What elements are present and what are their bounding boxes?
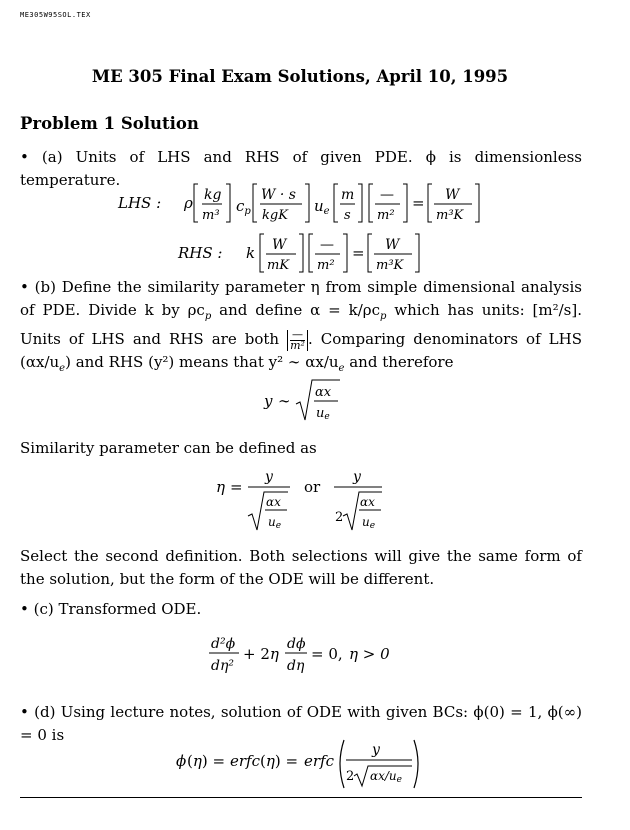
rhs-label: RHS : <box>178 244 223 262</box>
svg-text:m: m <box>341 187 355 203</box>
rhs-equation <box>170 230 440 278</box>
svg-text:ue: $u_e$ <box>314 197 330 217</box>
svg-text:erfc: erfc <box>230 752 260 770</box>
svg-text:ue: ue <box>362 515 376 531</box>
svg-text:m³: m³ <box>202 208 220 223</box>
svg-text:k: k <box>246 244 256 262</box>
svg-text:+ 2η: + 2η <box>243 645 279 663</box>
svg-text:m³K: m³K <box>376 258 404 273</box>
svg-text:m³K: m³K <box>436 208 464 223</box>
svg-text:=: = <box>230 478 243 496</box>
svg-text:dη²: dη² <box>211 658 234 674</box>
eta-definition-equation <box>210 466 410 536</box>
or-text: or <box>304 478 321 496</box>
svg-text:(η) =: (η) = <box>187 752 226 770</box>
svg-text:ρ: ρ <box>184 194 193 212</box>
svg-text:ue: ue <box>316 406 330 422</box>
svg-text:kg: kg <box>204 187 222 203</box>
svg-text:d²ϕ: d²ϕ <box>211 636 236 652</box>
svg-text:W: W <box>385 237 400 253</box>
page-title: ME 305 Final Exam Solutions, April 10, 1995 <box>91 67 509 86</box>
ode-equation <box>205 630 405 680</box>
svg-text:dϕ: dϕ <box>287 636 306 652</box>
svg-text:αx: αx <box>266 495 281 509</box>
svg-text:(η) =: (η) = <box>260 752 299 770</box>
svg-text:2: 2 <box>346 769 355 784</box>
svg-text:ue: ue <box>268 515 282 531</box>
svg-text:—: — <box>320 237 334 253</box>
part-c-text: • (c) Transformed ODE. <box>20 600 202 618</box>
svg-text:—: — <box>380 187 394 203</box>
lhs-label: LHS : <box>118 194 162 212</box>
svg-text:mK: mK <box>267 258 290 273</box>
ode-condition: η > 0 <box>349 645 390 663</box>
part-d-text: • (d) Using lecture notes, solution of ODE with given BCs: ϕ(0) = 1, ϕ(∞) = 0 is <box>20 703 582 744</box>
bottom-rule <box>20 797 582 798</box>
svg-text:W: W <box>272 237 287 253</box>
svg-text:=: = <box>352 244 365 262</box>
svg-text:y: y <box>372 742 380 758</box>
svg-text:y: y <box>353 469 361 485</box>
svg-text:y: y <box>265 469 273 485</box>
svg-text:W: W <box>445 187 460 203</box>
svg-text:dη: dη <box>287 658 305 674</box>
svg-text:αx/ue: αx/ue <box>370 769 402 785</box>
select-definition-text: Select the second definition. Both selections will give the same form of the solution, but the form of the ODE will be different. <box>20 547 582 588</box>
svg-text:erfc: erfc <box>304 752 334 770</box>
y-scaling-equation <box>260 376 370 426</box>
svg-text:cp: $c_p$ <box>236 197 251 217</box>
svg-text:y: y <box>264 392 273 410</box>
svg-text:αx: αx <box>315 385 332 400</box>
problem-heading: Problem 1 Solution <box>20 114 199 133</box>
svg-text:s: s <box>344 208 351 223</box>
svg-text:η: η <box>216 478 225 496</box>
svg-text:kgK: kgK <box>262 208 288 223</box>
similarity-text: Similarity parameter can be defined as <box>20 439 317 457</box>
svg-text:m²: m² <box>317 258 335 273</box>
file-header: ME305W95SOL.TEX <box>20 11 91 19</box>
svg-text:αx: αx <box>360 495 375 509</box>
solution-equation <box>172 736 432 792</box>
svg-text:2: 2 <box>335 510 344 525</box>
part-a-text: • (a) Units of LHS and RHS of given PDE. ϕ is dimensionless temperature. <box>20 148 582 189</box>
svg-text:ϕ: ϕ <box>176 752 187 770</box>
svg-text:= 0,: = 0, <box>311 645 343 663</box>
part-b-text: • (b) Define the similarity parameter η from simple dimensional analysis of PDE. Divide k by $\rho c_p$ and define $\alpha = k/\rho c_p$ which has units: [m²/s]. Units of LHS and RHS are both — m² . Comparing denominators of LHS $(\alpha x/u_e)$ and RHS (y²) means that y² ∼ $\alpha x/u_e$ and therefore <box>20 278 582 374</box>
svg-text:m²: m² <box>377 208 395 223</box>
svg-text:=: = <box>412 194 425 212</box>
lhs-equation <box>110 178 510 228</box>
svg-text:∼: ∼ <box>278 392 291 410</box>
svg-text:W · s: W · s <box>261 187 296 203</box>
